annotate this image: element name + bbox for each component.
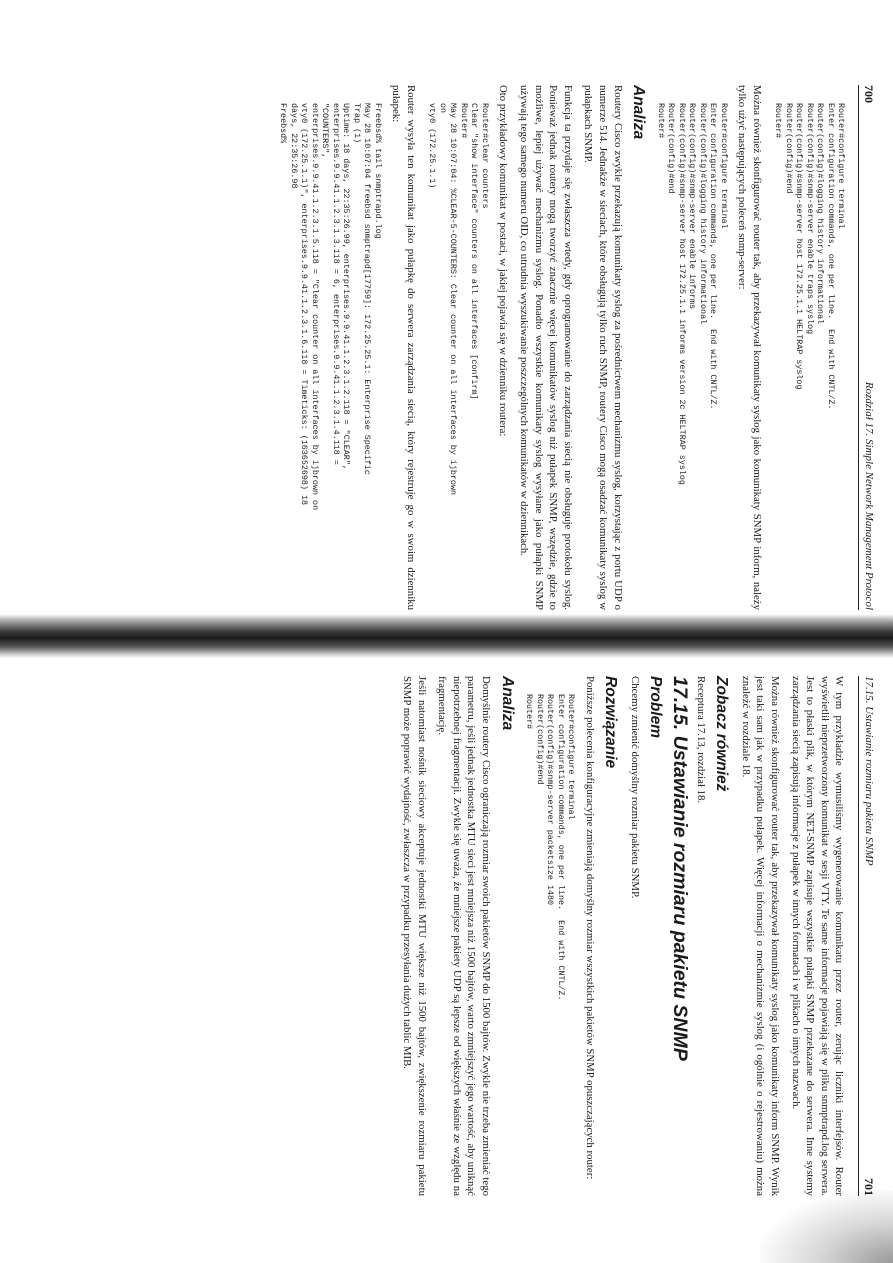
- running-header: [858, 85, 876, 610]
- paragraph: Chcemy zmienić domyślny rozmiar pakietu SNMP.: [628, 676, 641, 899]
- paragraph: Oto przykładowy komunikat w postaci, w jakiej pojawia się w dzienniku routera:: [497, 85, 510, 437]
- paragraph: Można również skonfigurować router tak, aby przekazywał komunikaty syslog jako komunikaty SNMP inform, należy tylko użyć następujących poleceń snmp-server:: [736, 85, 763, 610]
- paragraph: Poniższe polecenia konfiguracyjne zmieniają domyślny rozmiar wszystkich pakietów SNMP opuszczających router:: [583, 676, 596, 1180]
- running-head: Rozdział 17. Simple Network Management Protocol: [863, 381, 875, 610]
- left-page: [269, 85, 876, 610]
- paragraph: Receptura 17.13, rozdział 18.: [694, 676, 707, 804]
- chapter-title: 17.15. Ustawianie rozmiaru pakietu SNMP: [669, 676, 692, 1061]
- running-head: 17.15. Ustawianie rozmiaru pakietu SNMP: [863, 676, 875, 866]
- section-heading: Analiza: [498, 676, 516, 731]
- book-gutter-shadow: [0, 614, 893, 658]
- section-heading: Rozwiązanie: [602, 676, 620, 769]
- paragraph: Routery Cisco zwykle przekazują komunikaty syslog za pośrednictwem mechanizmu syslog, korzystając z portu UDP o numerze 514. Jednakże w sieciach, które obsługują tylko ruch SNMP, routery Cisco mogą osadzać komunikaty syslog w pułapkach SNMP.: [582, 85, 624, 610]
- code-listing: Router#clear counters Clear "show interface" counters on all interfaces [confirm] Router# May 28 10:07:04: %CLEAR-5-COUNTERS: Clear counter on all interfaces by ijbrown on vty0 (172.25.1.1): [427, 103, 490, 496]
- running-header: [858, 676, 876, 1196]
- code-listing: Freebsd% tail snmptrapd.log May 28 10:07:04 freebsd snmptrapd[17759]: 172.25.25.1: Enterprise Specific Trap (1) Uptime: 18 days, 22:35:26.99, enterprises.9.9.41.1.2.3.1.2.118 = "CLEAR", enterprises.9.9.41.1.2.3.1.3.118 = 6, enterprises.9.9.41.1.2.3.1.4.118 = "COUNTERS", enterprises.9.9.41.1.2.3.1.5.118 = "Clear counter on all interfaces by ijbrown on vty0 (172.25.1.1)", enterprises.9.9.41.1.2.3.1.6.118 = Timeticks: (163652698) 18 days, 22:35:26.98 Freebsd%: [278, 103, 383, 511]
- code-listing: Router#configure terminal Enter configuration commands, one per line. End with CNTL/Z. Router(config)#logging history informational Router(config)#snmp-server enable informs Router(config)#snmp-server host 172.25.1.1 informs version 2c HELTRAP syslog Router(config)#end Router#: [655, 103, 729, 485]
- paragraph: Domyślnie routery Cisco ograniczają rozmiar swoich pakietów SNMP do 1500 bajtów. Zwykle nie trzeba zmieniać tego parametru, jeśli jednak jednostka MTU sieci jest mniejsza niż 1500 bajtów, warto zmniejszyć jego wartość, aby uniknąć niepotrzebnej fragmentacji. Zwykle się uważa, że mniejsze pakiety UDP są lepsze od większych właśnie ze względu na fragmentację.: [436, 676, 492, 1197]
- code-listing: Router#configure terminal Enter configuration commands, one per line. End with CNTL/Z. Router(config)#snmp-server packetsize 1480 Router(config)#end Router#: [524, 694, 577, 1001]
- paragraph: Router wysyła ten komunikat jako pułapkę do serwera zarządzania siecią, który rejestruje go w swoim dzienniku pułapek:: [390, 85, 417, 610]
- section-heading: Problem: [647, 676, 665, 739]
- scan-corner-shadow: [760, 1190, 893, 1263]
- section-heading: Analiza: [630, 85, 648, 140]
- right-page: [393, 676, 876, 1196]
- paragraph: Jeśli natomiast nośnik sieciowy akceptuje jednostki MTU większe niż 1500 bajtów, zwiększenie rozmiaru pakietu SNMP może poprawić wydajność, zwłaszcza w przypadku przesyłania dużych tablic MIB.: [401, 676, 428, 1196]
- paragraph: Można również skonfigurować router tak, aby przekazywał komunikaty syslog jako komunikaty inform SNMP. Wynik jest taki sam jak w przypadku pułapek. Więcej informacji o mechanizmie syslog (i ogólnie o rejestrowaniu) można znaleźć w rozdziale 18.: [739, 676, 782, 1196]
- paragraph: W tym przykładzie wymusiliśmy wygenerowanie komunikatu przez router, zerując liczniki interfejsów. Router wyświetlił nieprzetworzony komunikat w sesji VTY. Te same informacje pojawiają się w pliku snmptrapd.log serwera. Jest to płaski plik, w którym NET-SNMP zapisuje wszystkie pułapki SNMP przekazane do serwera. Inne systemy zarządzania siecią zapisują informacje z pułapek w innych formatach i w plikach o innych nazwach.: [789, 676, 846, 1196]
- page-number: 701: [862, 1178, 876, 1196]
- code-listing: Router#configure terminal Enter configuration commands, one per line. End with CNTL/Z. Router(config)#logging history informational Router(config)#snmp-server enable traps syslog Router(config)#snmp-server host 172.25.1.1 HELTRAP syslog Router(config)#end Router#: [773, 103, 847, 410]
- section-heading: Zobacz również: [713, 676, 731, 792]
- paragraph: Funkcja ta przydaje się zwłaszcza wtedy, gdy oprogramowanie do zarządzania siecią nie obsługuje protokołu syslog. Ponieważ jednak routery mogą tworzyć znacznie więcej komunikatów syslog niż pułapek SNMP, wszędzie, gdzie to możliwe, lepiej używać mechanizmu syslog. Ponadto wszystkie komunikaty syslog wysyłane jako pułapki SNMP używają tego samego numeru OID, co utrudnia wyszukiwanie poszczególnych komunikatów w dziennikach.: [518, 85, 574, 610]
- page-number: 700: [862, 85, 876, 103]
